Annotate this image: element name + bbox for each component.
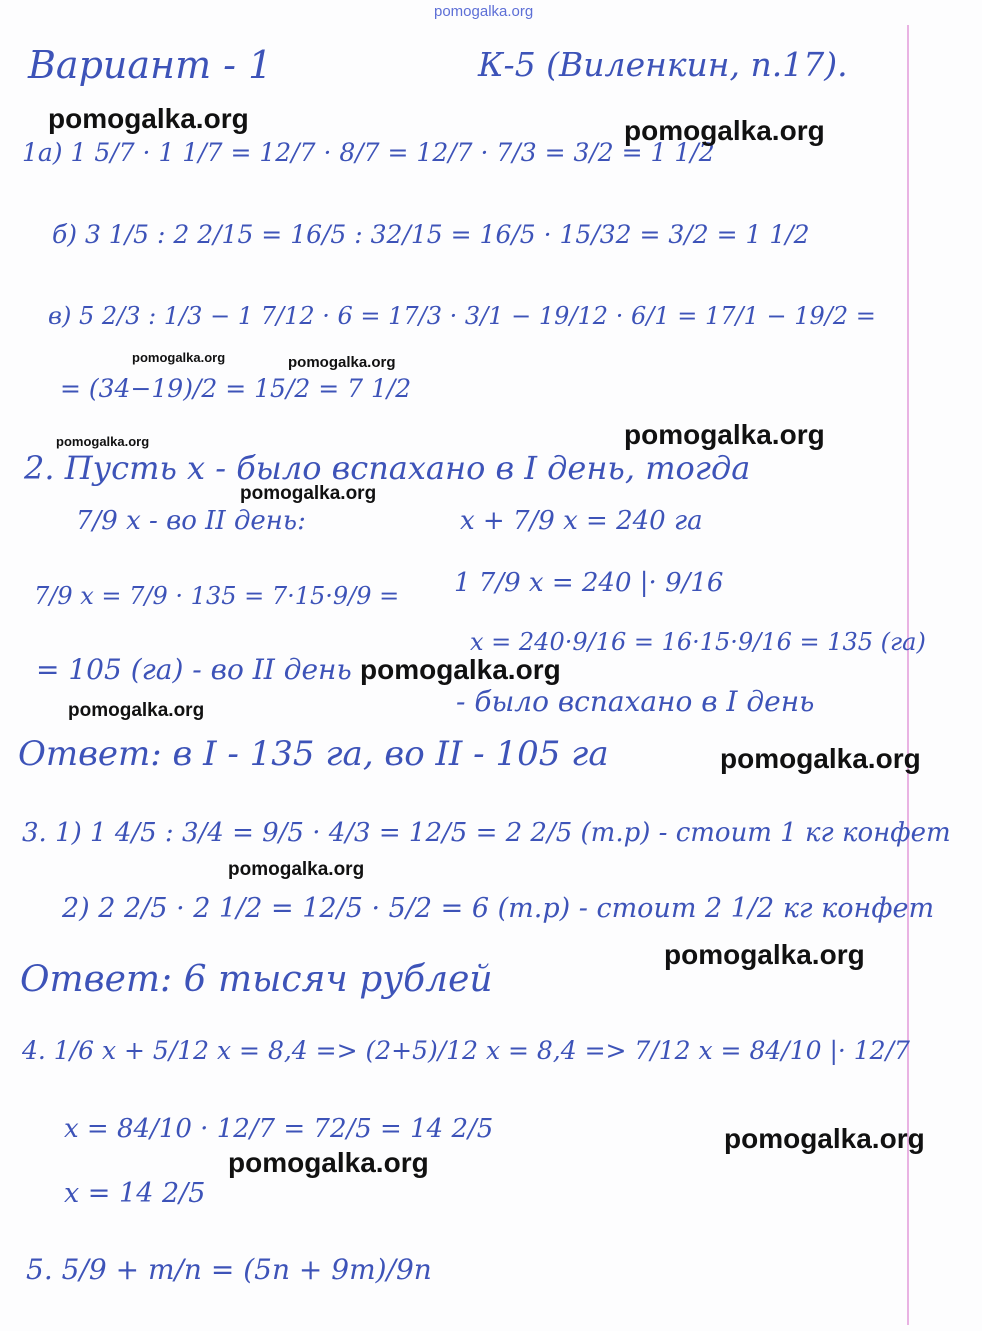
task1-v-line2: = (34−19)/2 = 15/2 = 7 1/2 — [60, 374, 412, 403]
task2-line2: 7/9 x - во II день: — [76, 506, 306, 536]
watermark: pomogalka.org — [240, 483, 377, 504]
task1-b: б) 3 1/5 : 2 2/15 = 16/5 : 32/15 = 16/5 · 15/32 = 3/2 = 1 1/2 — [52, 220, 810, 249]
task2-line3: 7/9 x = 7/9 · 135 = 7·15·9/9 = — [34, 582, 400, 610]
task2-equation: x + 7/9 x = 240 га — [460, 506, 703, 536]
watermark: pomogalka.org — [360, 654, 561, 685]
task3-answer: Ответ: 6 тысяч рублей — [20, 959, 493, 1000]
task2-answer: Ответ: в I - 135 га, во II - 105 га — [18, 734, 609, 774]
task3-line2: 2) 2 2/5 · 2 1/2 = 12/5 · 5/2 = 6 (т.р) - стоит 2 1/2 кг конфет — [62, 893, 935, 924]
watermark: pomogalka.org — [56, 434, 150, 449]
task1-a: 1а) 1 5/7 · 1 1/7 = 12/7 · 8/7 = 12/7 · 7/3 = 3/2 = 1 1/2 — [22, 138, 715, 167]
work-title: К-5 (Виленкин, п.17). — [478, 45, 848, 84]
task4-line1: 4. 1/6 x + 5/12 x = 8,4 => (2+5)/12 x = 8,4 => 7/12 x = 84/10 |· 12/7 — [22, 1036, 910, 1065]
task2-solution: x = 240·9/16 = 16·15·9/16 = 135 (га) — [470, 628, 926, 656]
watermark: pomogalka.org — [68, 700, 205, 721]
task2-line5: = 105 (га) - во II день — [36, 653, 352, 686]
task3-line1: 3. 1) 1 4/5 : 3/4 = 9/5 · 4/3 = 12/5 = 2 2/5 (т.р) - стоит 1 кг конфет — [22, 818, 951, 848]
task1-v-line1: в) 5 2/3 : 1/3 − 1 7/12 · 6 = 17/3 · 3/1 − 19/12 · 6/1 = 17/1 − 19/2 = — [48, 302, 876, 330]
watermark: pomogalka.org — [624, 419, 825, 450]
watermark: pomogalka.org — [664, 939, 865, 970]
task4-line3: x = 14 2/5 — [64, 1178, 206, 1209]
task2-line1: 2. Пусть x - было вспахано в I день, тогда — [24, 449, 751, 487]
watermark: pomogalka.org — [624, 115, 825, 146]
task2-equation2: 1 7/9 x = 240 |· 9/16 — [454, 568, 724, 598]
watermark: pomogalka.org — [48, 103, 249, 134]
watermark: pomogalka.org — [228, 859, 365, 880]
task4-line2: x = 84/10 · 12/7 = 72/5 = 14 2/5 — [64, 1114, 494, 1144]
task5-line1: 5. 5/9 + m/n = (5n + 9m)/9n — [26, 1253, 432, 1286]
site-header: pomogalka.org — [434, 3, 534, 20]
task2-line5-right: - было вспахано в I день — [456, 685, 815, 718]
watermark: pomogalka.org — [132, 350, 226, 365]
watermark: pomogalka.org — [724, 1123, 925, 1154]
watermark: pomogalka.org — [288, 354, 396, 371]
variant-heading: Вариант - 1 — [28, 43, 273, 87]
watermark: pomogalka.org — [720, 743, 921, 774]
watermark: pomogalka.org — [228, 1147, 429, 1178]
